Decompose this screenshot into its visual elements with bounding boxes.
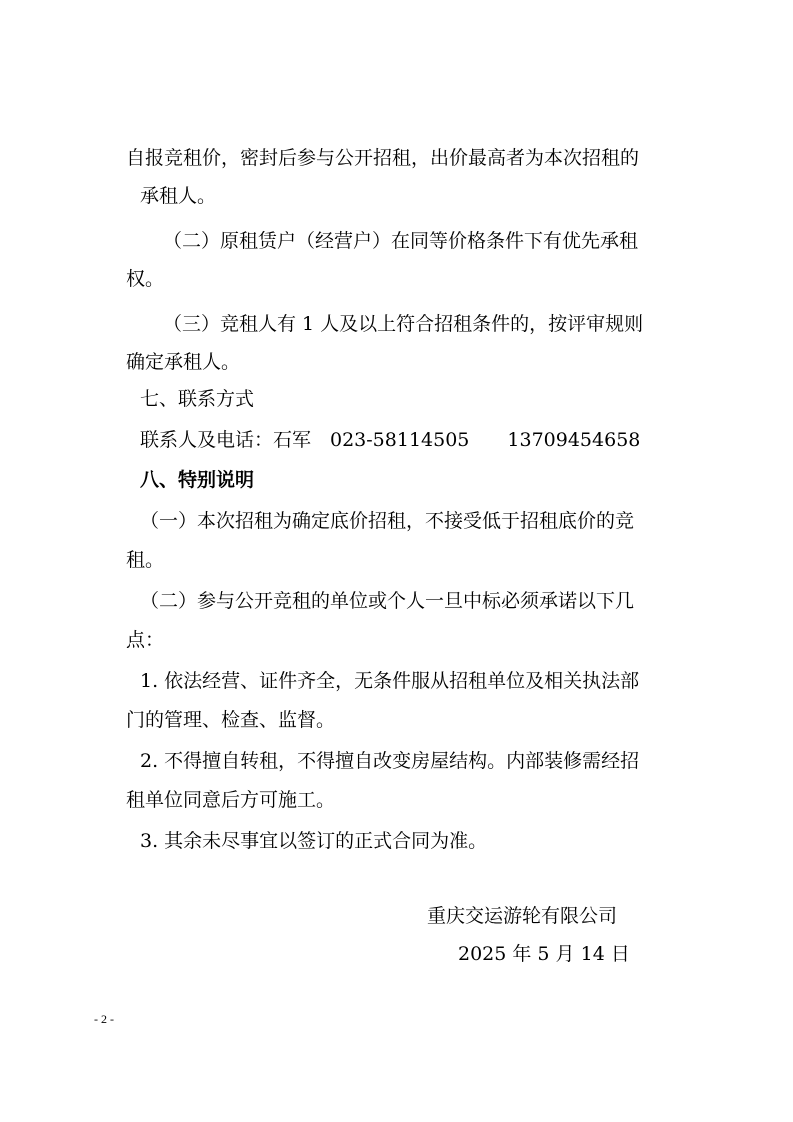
paragraph-line-13: 点： bbox=[126, 629, 165, 651]
list-item-2-cont: 租单位同意后方可施工。 bbox=[126, 789, 336, 811]
list-item-1-cont: 门的管理、检查、监督。 bbox=[126, 709, 336, 731]
paragraph-line-6: 确定承租人。 bbox=[126, 351, 241, 373]
signature-company: 重庆交运游轮有限公司 bbox=[427, 905, 618, 927]
signature-date: 2025 年 5 月 14 日 bbox=[458, 943, 630, 965]
paragraph-line-2: 承租人。 bbox=[140, 185, 217, 207]
section-heading-special: 八、特别说明 bbox=[140, 469, 255, 491]
paragraph-line-11: 租。 bbox=[126, 549, 165, 571]
paragraph-line-3: （二）原租赁户（经营户）在同等价格条件下有优先承租 bbox=[163, 230, 639, 252]
list-item-2: 2. 不得擅自转租，不得擅自改变房屋结构。内部装修需经招 bbox=[140, 750, 640, 772]
paragraph-line-4: 权。 bbox=[126, 268, 165, 290]
contact-line: 联系人及电话：石军 023-58114505 13709454658 bbox=[140, 429, 641, 451]
paragraph-line-10: （一）本次招租为确定底价招租，不接受低于招租底价的竞 bbox=[140, 510, 635, 532]
page-number: - 2 - bbox=[94, 1012, 114, 1026]
paragraph-line-5: （三）竞租人有 1 人及以上符合招租条件的，按评审规则 bbox=[163, 313, 644, 335]
list-item-1: 1. 依法经营、证件齐全，无条件服从招租单位及相关执法部 bbox=[140, 670, 640, 692]
section-heading-contact: 七、联系方式 bbox=[140, 388, 255, 410]
list-item-3: 3. 其余未尽事宜以签订的正式合同为准。 bbox=[140, 830, 488, 852]
paragraph-line-1: 自报竞租价，密封后参与公开招租，出价最高者为本次招租的 bbox=[126, 147, 640, 169]
paragraph-line-12: （二）参与公开竞租的单位或个人一旦中标必须承诺以下几 bbox=[140, 590, 635, 612]
